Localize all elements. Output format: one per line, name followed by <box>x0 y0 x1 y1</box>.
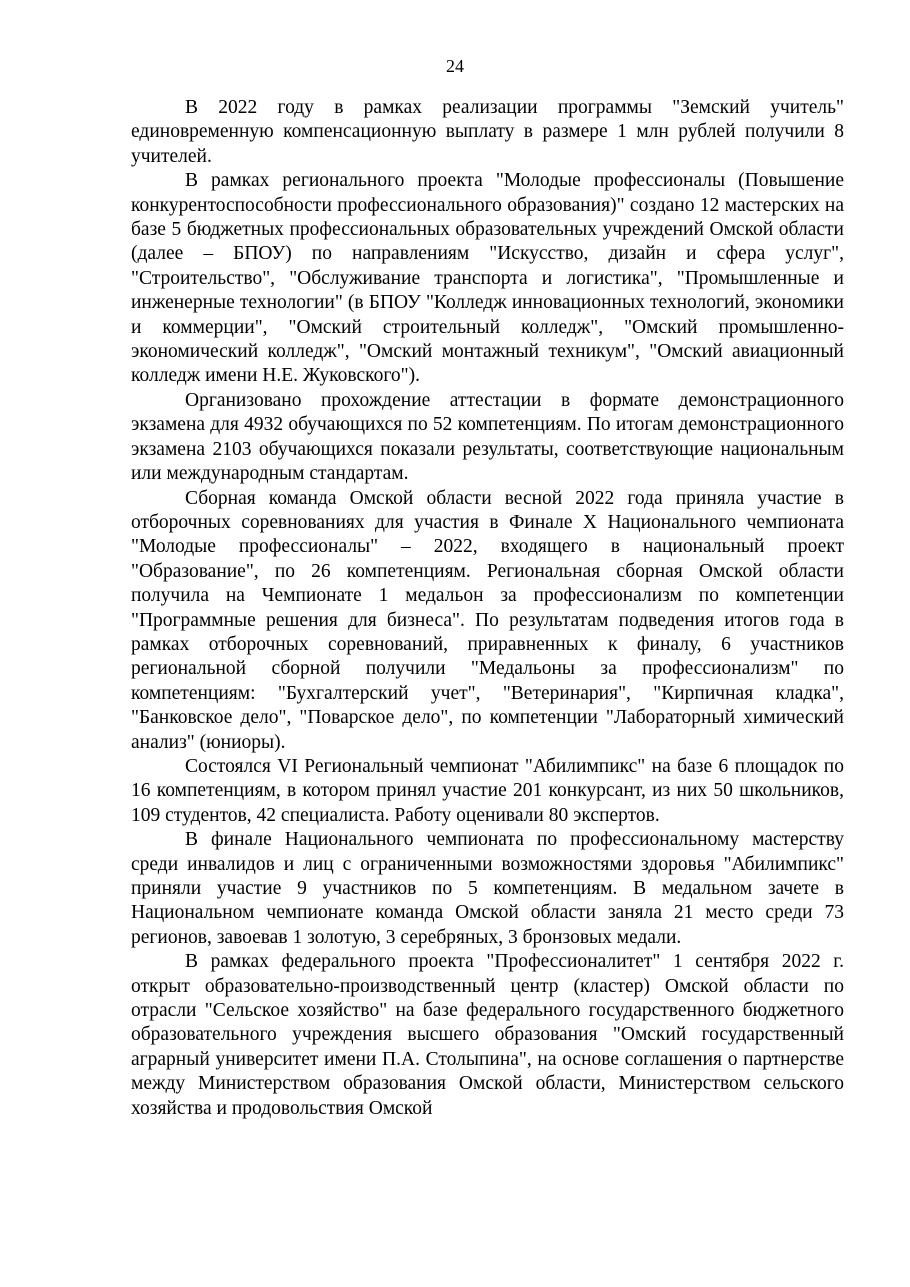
paragraph-national-championship: Сборная команда Омской области весной 2022 года приняла участие в отборочных соревнованиях для участия в Финале X Национального чемпионата "Молодые профессионалы" – 2022, входящего в национальный проект "Образование", по 26 компетенциям. Региональная сборная Омской области получила на Чемпионате 1 медальон за профессионализм по компетенции "Программные решения для бизнеса". По результатам подведения итогов года в рамках отборочных соревнований, приравненных к финалу, 6 участников региональной сборной получили "Медальоны за профессионализм" по компетенциям: "Бухгалтерский учет", "Ветеринария", "Кирпичная кладка", "Банковское дело", "Поварское дело", по компетенции "Лабораторный химический анализ" (юниоры). <box>131 487 844 753</box>
paragraph-professionalitet: В рамках федерального проекта "Профессионалитет" 1 сентября 2022 г. открыт образовательно-производственный центр (кластер) Омской области по отрасли "Сельское хозяйство" на базе федерального государственного бюджетного образовательного учреждения высшего образования "Омский государственный аграрный университет имени П.А. Столыпина", на основе соглашения о партнерстве между Министерством образования Омской области, Министерством сельского хозяйства и продовольствия Омской <box>131 951 844 1119</box>
paragraph-regional-abilympics: Состоялся VI Региональный чемпионат "Абилимпикс" на базе 6 площадок по 16 компетенциям, в котором принял участие 201 конкурсант, из них 50 школьников, 109 студентов, 42 специалиста. Работу оценивали 80 экспертов. <box>131 755 844 826</box>
page-number: 24 <box>446 56 464 76</box>
document-body <box>131 96 844 1121</box>
paragraph-young-professionals-workshops: В рамках регионального проекта "Молодые профессионалы (Повышение конкурентоспособности профессионального образования)" создано 12 мастерских на базе 5 бюджетных профессиональных образовательных учреждений Омской области (далее – БПОУ) по направлениям "Искусство, дизайн и сфера услуг", "Строительство", "Обслуживание транспорта и логистика", "Промышленные и инженерные технологии" (в БПОУ "Колледж инновационных технологий, экономики и коммерции", "Омский строительный колледж", "Омский промышленно-экономический колледж", "Омский монтажный техникум", "Омский авиационный колледж имени Н.Е. Жуковского"). <box>131 170 844 387</box>
paragraph-national-abilympics-final: В финале Национального чемпионата по профессиональному мастерству среди инвалидов и лиц с ограниченными возможностями здоровья "Абилимпикс" приняли участие 9 участников по 5 компетенциям. В медальном зачете в Национальном чемпионате команда Омской области заняла 21 место среди 73 регионов, завоевав 1 золотую, 3 серебряных, 3 бронзовых медали. <box>131 829 844 948</box>
paragraph-demo-exam: Организовано прохождение аттестации в формате демонстрационного экзамена для 4932 обучающихся по 52 компетенциям. По итогам демонстрационного экзамена 2103 обучающихся показали результаты, соответствующие национальным или международным стандартам. <box>131 389 844 485</box>
paragraph-zemsky-teacher: В 2022 году в рамках реализации программы "Земский учитель" единовременную компенсационную выплату в размере 1 млн рублей получили 8 учителей. <box>131 97 844 167</box>
